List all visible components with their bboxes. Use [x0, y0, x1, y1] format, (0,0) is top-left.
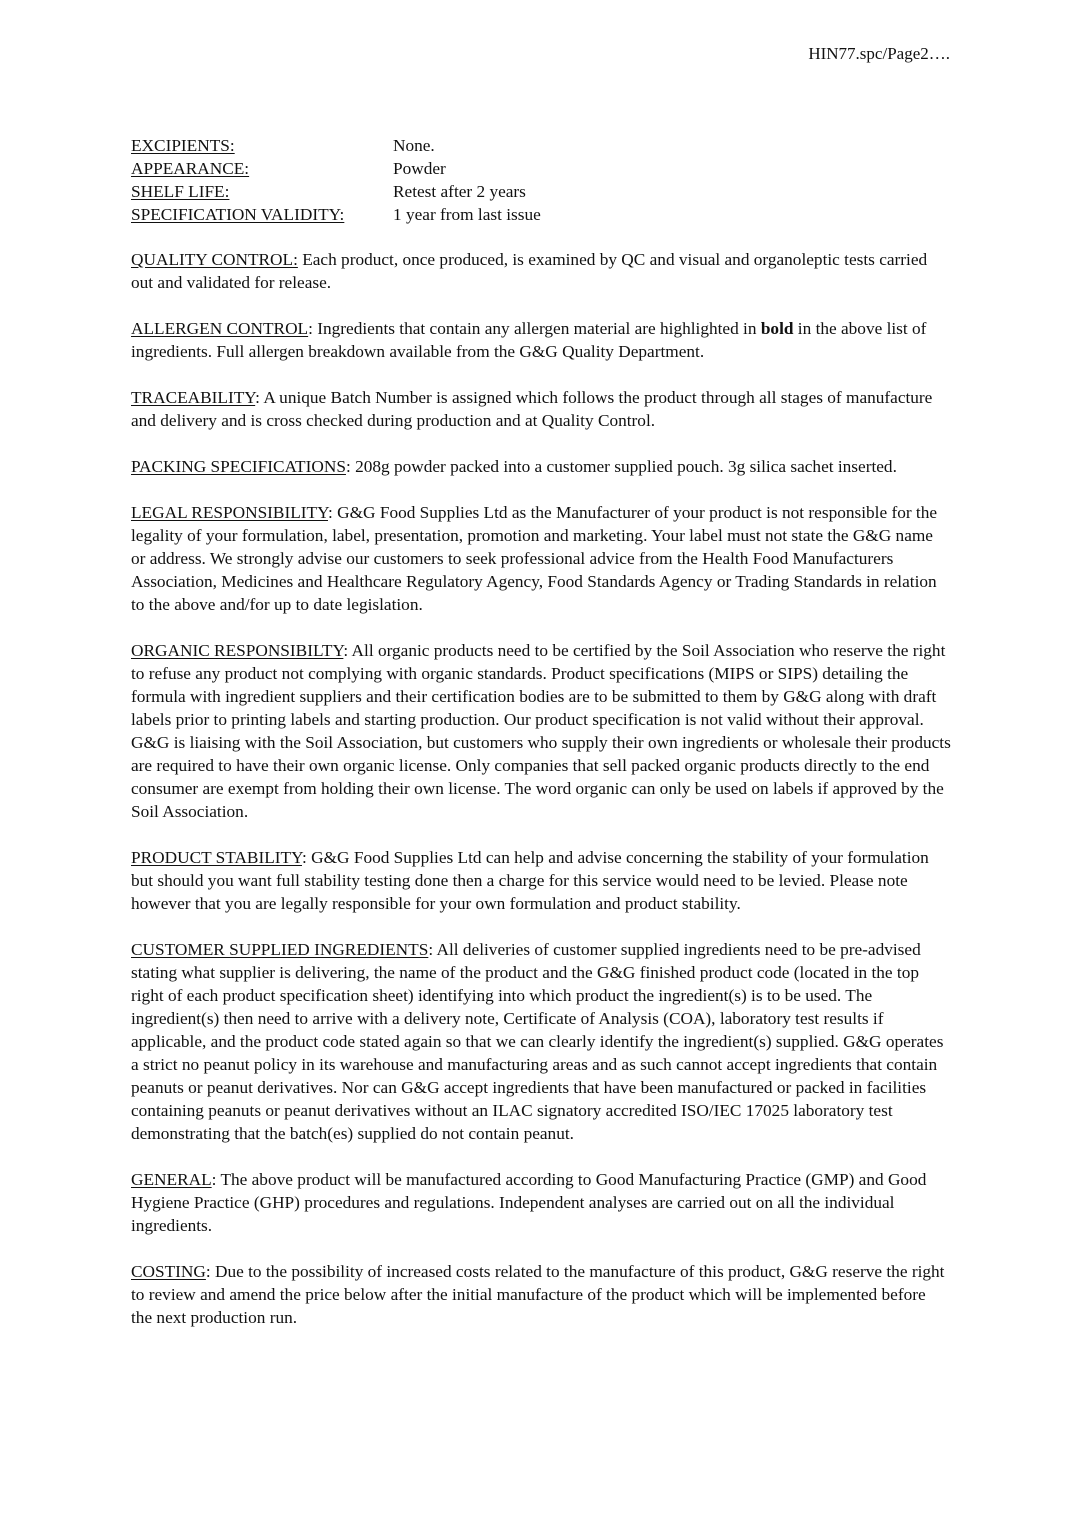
- section-heading: PACKING SPECIFICATIONS: [131, 457, 346, 476]
- customer-supplied-ingredients-section: [131, 938, 951, 1145]
- section-heading: COSTING: [131, 1262, 206, 1281]
- section-text: Each product, once produced, is examined by QC and visual and organoleptic tests carried out and validated for release.: [131, 250, 928, 292]
- section-text: : Ingredients that contain any allergen material are highlighted in: [308, 319, 761, 338]
- page-reference: HIN77.spc/Page2….: [808, 44, 950, 63]
- section-heading: GENERAL: [131, 1170, 212, 1189]
- quality-control-section: [131, 248, 951, 294]
- section-text: : A unique Batch Number is assigned which follows the product through all stages of manufacture and delivery and is cross checked during production and at Quality Control.: [131, 388, 933, 430]
- spec-value: Powder: [393, 159, 446, 178]
- section-heading: LEGAL RESPONSIBILITY: [131, 503, 328, 522]
- section-text: : All organic products need to be certified by the Soil Association who reserve the right to refuse any product not complying with organic standards. Product specifications (MIPS or SIPS) detailing the formula with ingredient suppliers and their certification bodies are to be submitted to them by G&G along with draft labels prior to printing labels and starting production. Our product specification is not valid without their approval. G&G is liaising with the Soil Association, but customers who supply their own ingredients or wholesale their products are required to have their own organic license. Only companies that sell packed organic products directly to the end consumer are exempt from holding their own license. The word organic can only be used on labels if approved by the Soil Association.: [131, 641, 951, 821]
- section-heading: QUALITY CONTROL:: [131, 250, 298, 269]
- section-text: : G&G Food Supplies Ltd can help and advise concerning the stability of your formulation but should you want full stability testing done then a charge for this service would need to be levied. Please note however that you are legally responsible for your own formulation and product stability.: [131, 848, 929, 913]
- spec-value: 1 year from last issue: [393, 205, 541, 224]
- spec-value: None.: [393, 136, 435, 155]
- bold-word: bold: [760, 319, 794, 338]
- section-text: : G&G Food Supplies Ltd as the Manufacturer of your product is not responsible for the legality of your formulation, label, presentation, promotion and marketing. Your label must not state the G&G name or address. We strongly advise our customers to seek professional advice from the Health Food Manufacturers Association, Medicines and Healthcare Regulatory Agency, Food Standards Agency or Trading Standards in relation to the above and/for up to date legislation.: [131, 503, 938, 614]
- section-text: : 208g powder packed into a customer supplied pouch. 3g silica sachet inserted.: [345, 457, 897, 476]
- product-stability-section: [131, 846, 951, 915]
- section-text: : The above product will be manufactured according to Good Manufacturing Practice (GMP) and Good Hygiene Practice (GHP) procedures and regulations. Independent analyses are carried out on all the individual ingredients.: [131, 1170, 927, 1235]
- organic-responsibility-section: [131, 639, 951, 823]
- allergen-control-section: [131, 317, 951, 363]
- section-text: : All deliveries of customer supplied ingredients need to be pre-advised stating what supplier is delivering, the name of the product and the G&G finished product code (located in the top right of each product specification sheet) identifying into which product the ingredient(s) is to be used. The ingredient(s) then need to arrive with a delivery note, Certificate of Analysis (COA), laboratory test results if applicable, and the product code stated again so that we can clearly identify the ingredient(s) supplied. G&G operates a strict no peanut policy in its warehouse and manufacturing areas and as such cannot accept ingredients that contain peanuts or peanut derivatives. Nor can G&G accept ingredients that have been manufactured or packed in facilities containing peanuts or peanut derivatives without an ILAC signatory accredited ISO/IEC 17025 laboratory test demonstrating that the batch(es) supplied do not contain peanut.: [131, 940, 944, 1143]
- section-heading: TRACEABILITY: [131, 388, 256, 407]
- section-heading: ALLERGEN CONTROL: [131, 319, 309, 338]
- spec-row-excipients: [131, 134, 541, 157]
- traceability-section: [131, 386, 951, 432]
- legal-responsibility-section: [131, 501, 951, 616]
- document-body: [131, 134, 951, 1352]
- section-heading: CUSTOMER SUPPLIED INGREDIENTS: [131, 940, 429, 959]
- general-section: [131, 1168, 951, 1237]
- spec-value: Retest after 2 years: [393, 182, 526, 201]
- spec-row-specification-validity: [131, 203, 541, 226]
- costing-section: [131, 1260, 951, 1329]
- spec-row-shelf-life: [131, 180, 541, 203]
- spec-label: SPECIFICATION VALIDITY:: [131, 205, 345, 224]
- spec-label: SHELF LIFE:: [131, 182, 230, 201]
- packing-section: [131, 455, 951, 478]
- spec-label: APPEARANCE:: [131, 159, 250, 178]
- section-text: : Due to the possibility of increased costs related to the manufacture of this product, G&G reserve the right to review and amend the price below after the initial manufacture of the product which will be implemented before the next production run.: [131, 1262, 945, 1327]
- section-text: in the above list of ingredients. Full allergen breakdown available from the G&G Quality Department.: [131, 319, 927, 361]
- spec-label: EXCIPIENTS:: [131, 136, 235, 155]
- spec-row-appearance: [131, 157, 541, 180]
- spec-table: [131, 134, 541, 226]
- section-heading: PRODUCT STABILITY: [131, 848, 302, 867]
- section-heading: ORGANIC RESPONSIBILTY: [131, 641, 344, 660]
